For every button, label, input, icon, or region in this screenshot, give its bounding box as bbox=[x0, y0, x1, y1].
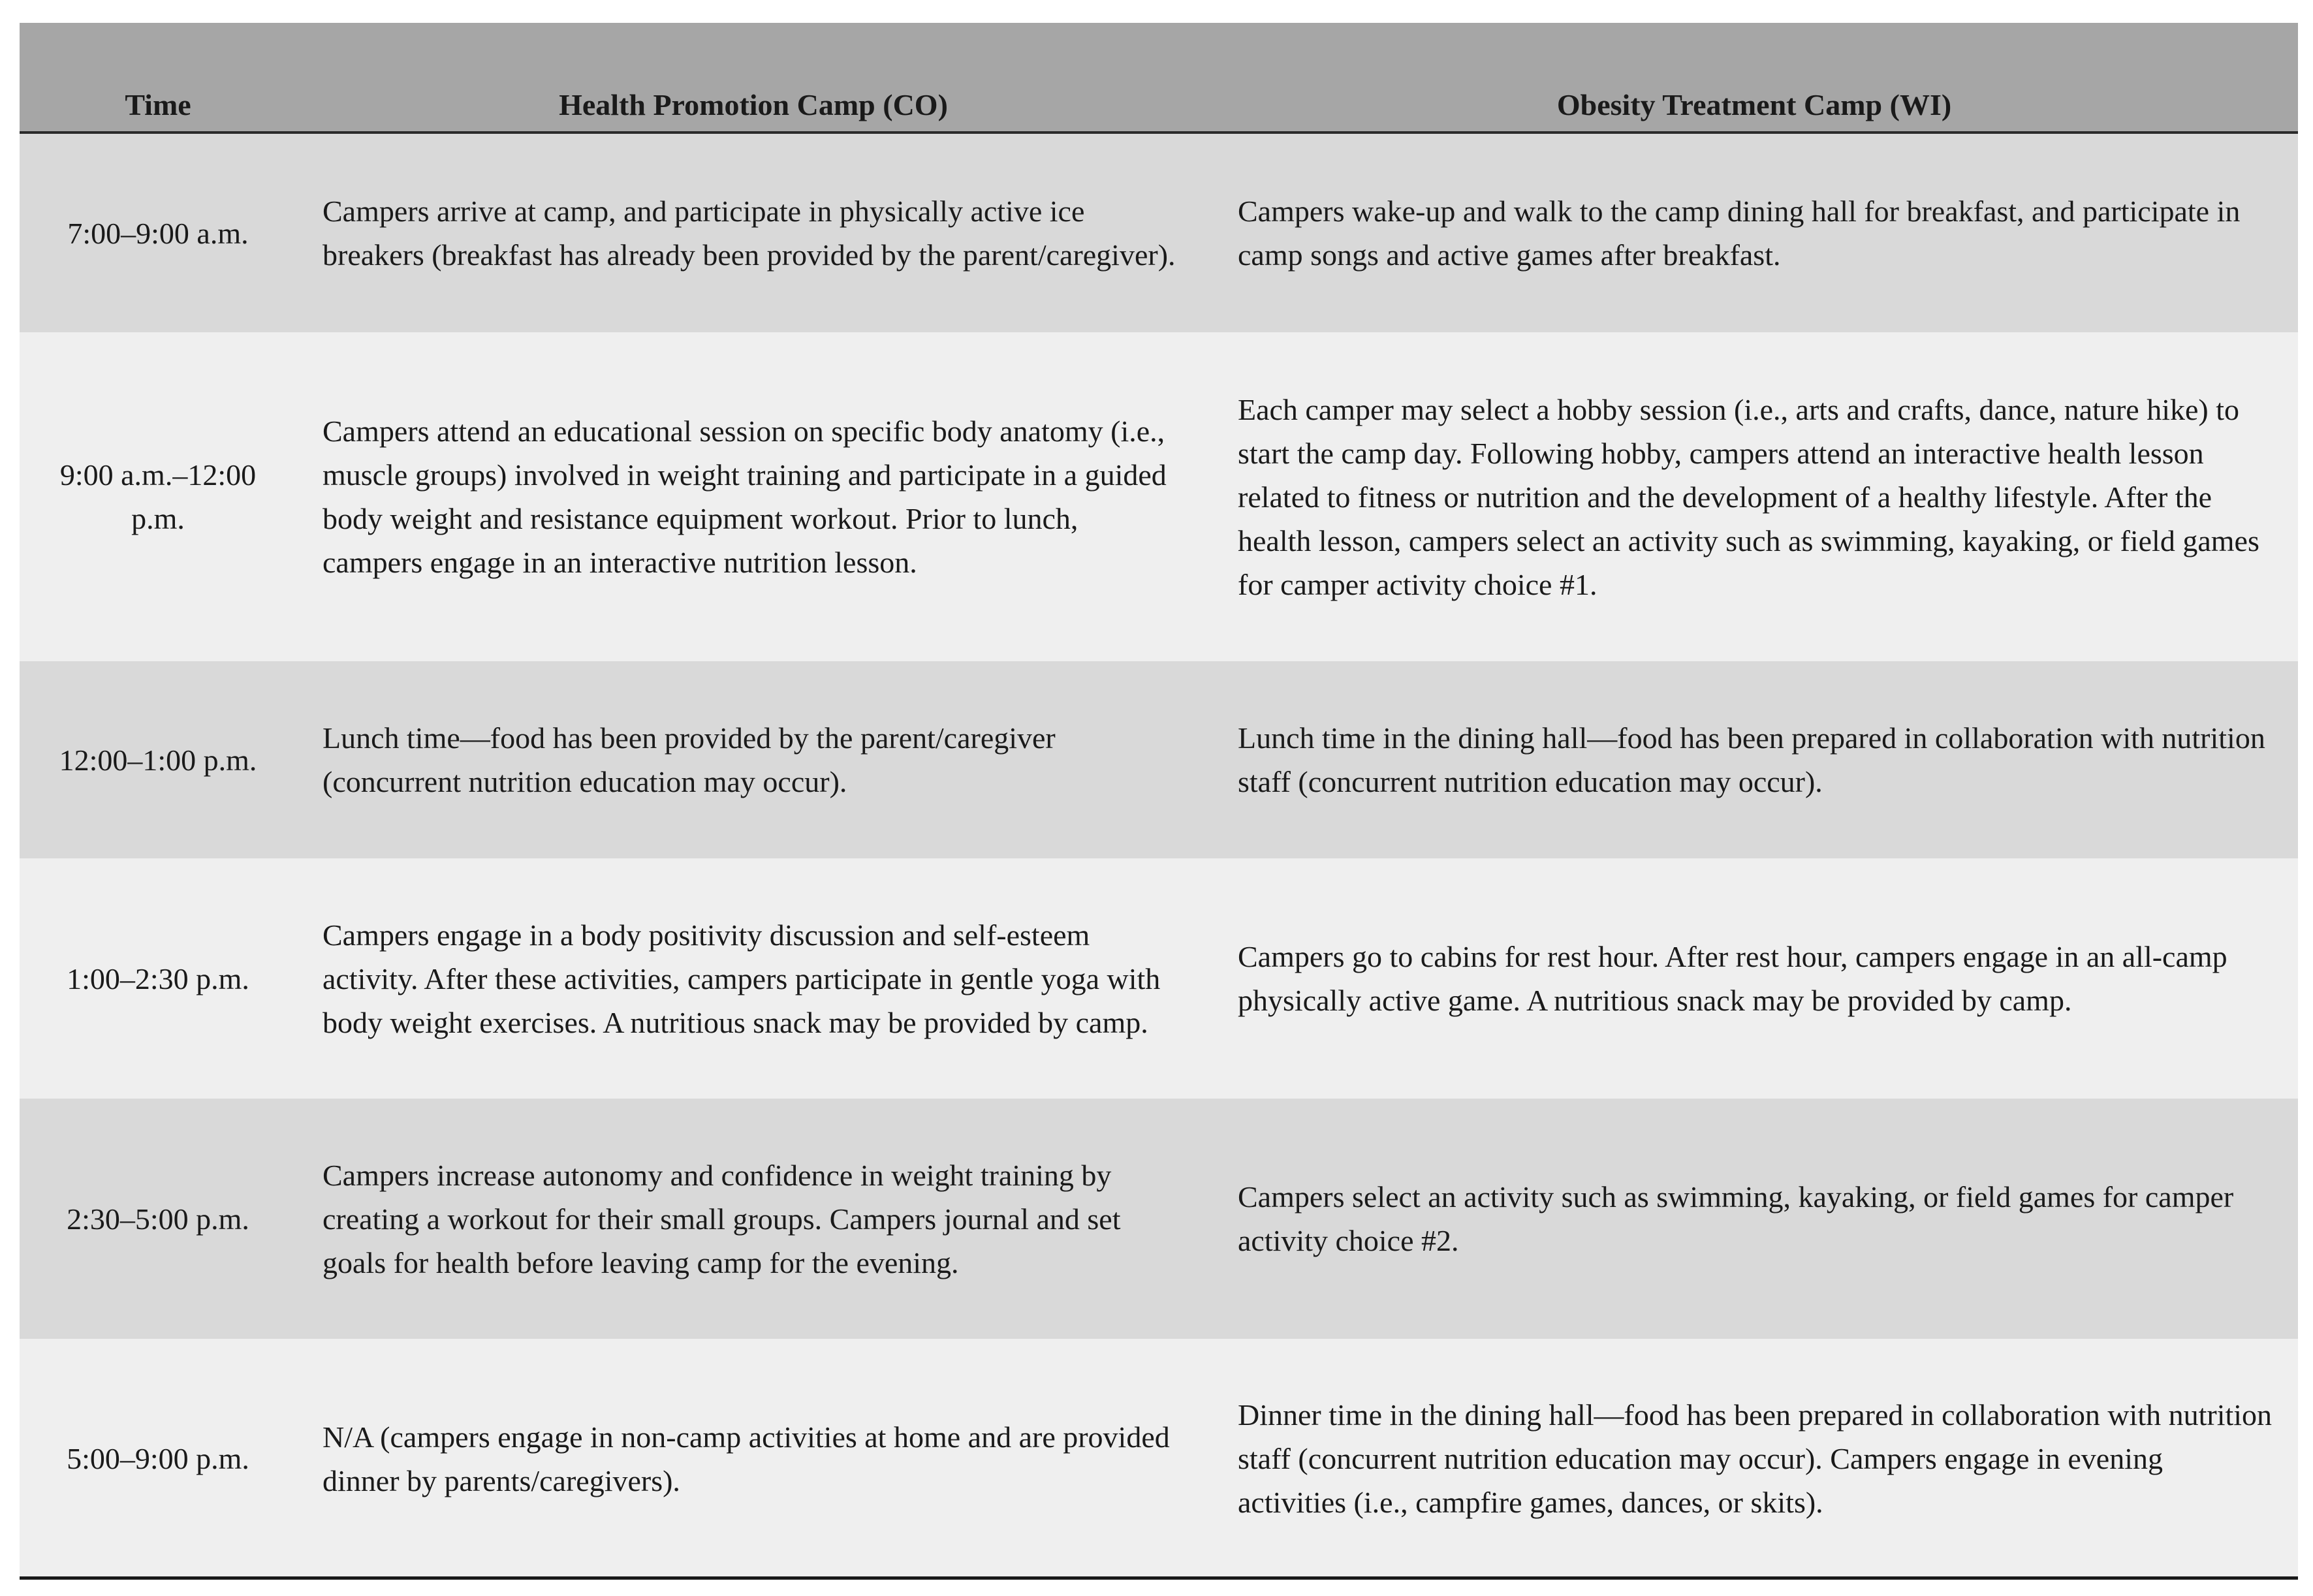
wi-activity-cell: Campers select an activity such as swimming, kayaking, or field games for camper activity choice #2. bbox=[1238, 1180, 2234, 1257]
co-activity-cell: Campers arrive at camp, and participate in physically active ice breakers (breakfast has already been provided by the parent/caregiver). bbox=[323, 195, 1176, 272]
time-cell: 1:00–2:30 p.m. bbox=[67, 962, 249, 995]
table-header bbox=[20, 23, 2298, 133]
co-activity-cell: Lunch time—food has been provided by the parent/caregiver (concurrent nutrition education may occur). bbox=[323, 721, 1056, 798]
wi-activity-cell: Each camper may select a hobby session (i.e., arts and crafts, dance, nature hike) to start the camp day. Following hobby, campers attend an interactive health lesson related to fitness or nutrition and the development of a healthy lifestyle. After the health lesson, campers select an activity such as swimming, kayaking, or field games for camper activity choice #1. bbox=[1238, 392, 2259, 601]
camp-schedule-table bbox=[20, 23, 2298, 1578]
time-cell: 12:00–1:00 p.m. bbox=[59, 743, 257, 777]
table-row bbox=[20, 332, 2298, 661]
wi-activity-cell: Lunch time in the dining hall—food has been prepared in collaboration with nutrition staff (concurrent nutrition education may occur). bbox=[1238, 721, 2265, 798]
wi-activity-cell: Campers wake-up and walk to the camp dining hall for breakfast, and participate in camp songs and active games after breakfast. bbox=[1238, 195, 2241, 272]
co-activity-cell: N/A (campers engage in non-camp activities at home and are provided dinner by parents/caregivers). bbox=[323, 1420, 1170, 1497]
table-row bbox=[20, 1339, 2298, 1578]
time-cell: 5:00–9:00 p.m. bbox=[67, 1442, 249, 1475]
header-health-promotion-camp: Health Promotion Camp (CO) bbox=[296, 23, 1210, 133]
wi-activity-cell: Campers go to cabins for rest hour. After rest hour, campers engage in an all-camp physically active game. A nutritious snack may be provided by camp. bbox=[1238, 940, 2227, 1017]
table-row bbox=[20, 858, 2298, 1099]
wi-activity-cell: Dinner time in the dining hall—food has been prepared in collaboration with nutrition staff (concurrent nutrition education may occur). Campers engage in evening activities (i.e., campfire games, dances, or skits). bbox=[1238, 1398, 2273, 1519]
time-cell: 7:00–9:00 a.m. bbox=[67, 216, 249, 250]
time-cell: 9:00 a.m.–12:00 p.m. bbox=[59, 458, 257, 535]
header-time: Time bbox=[20, 23, 296, 133]
schedule-table-container bbox=[20, 23, 2298, 1578]
header-obesity-treatment-camp: Obesity Treatment Camp (WI) bbox=[1210, 23, 2298, 133]
table-body bbox=[20, 133, 2298, 1578]
co-activity-cell: Campers attend an educational session on specific body anatomy (i.e., muscle groups) involved in weight training and participate in a guided body weight and resistance equipment workout. Prior to lunch, campers engage in an interactive nutrition lesson. bbox=[323, 415, 1167, 579]
table-bottom-rule bbox=[20, 1576, 2298, 1580]
header-row bbox=[20, 23, 2298, 133]
co-activity-cell: Campers increase autonomy and confidence in weight training by creating a workout for their small groups. Campers journal and set goals for health before leaving camp for the evening. bbox=[323, 1158, 1121, 1279]
time-cell: 2:30–5:00 p.m. bbox=[67, 1202, 249, 1236]
table-row bbox=[20, 133, 2298, 332]
co-activity-cell: Campers engage in a body positivity discussion and self-esteem activity. After these activities, campers participate in gentle yoga with body weight exercises. A nutritious snack may be provided by camp. bbox=[323, 918, 1161, 1039]
table-row bbox=[20, 1099, 2298, 1339]
table-row bbox=[20, 661, 2298, 858]
